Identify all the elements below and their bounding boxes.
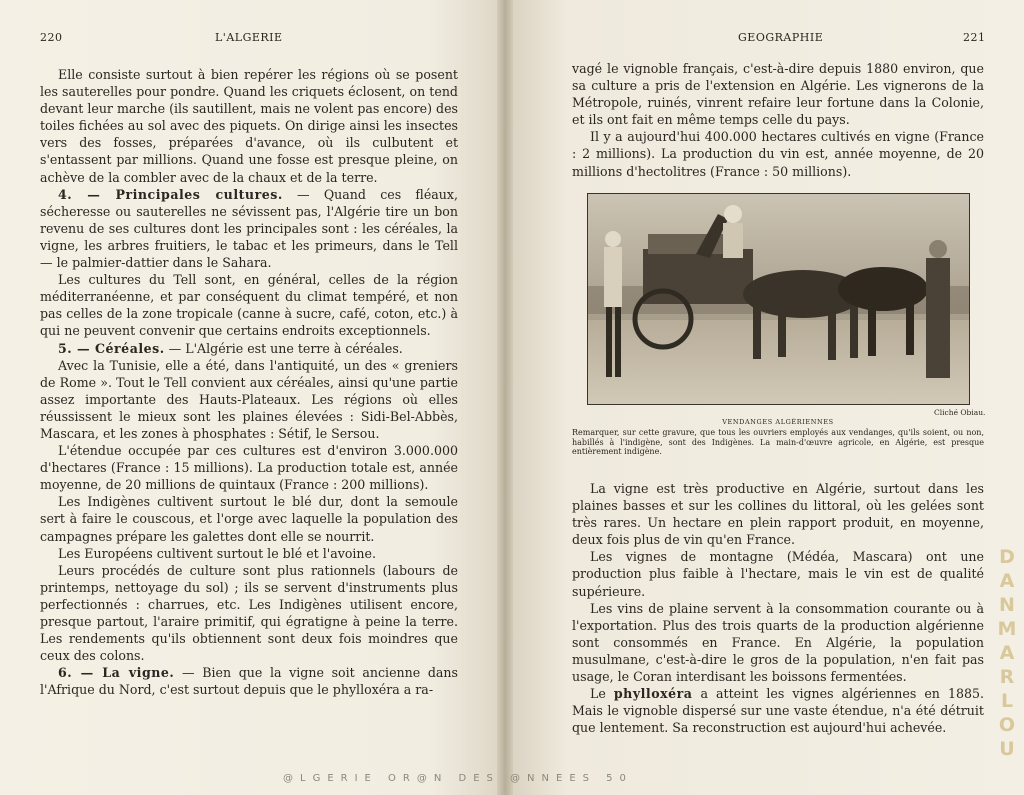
keyword-phylloxera: phylloxéra	[613, 686, 693, 702]
paragraph: Les vignes de montagne (Médéa, Mascara) ont une production plus faible à l'hectare, mais le vin est de qualité supérieure.	[572, 549, 984, 599]
left-page-number: 220	[40, 31, 63, 44]
book-gutter	[497, 0, 513, 795]
photo-credit: Cliché Obiau.	[934, 408, 986, 417]
paragraph: Les Indigènes cultivent surtout le blé dur, dont la semoule sert à faire le couscous, et l'orge avec laquelle la population des campagnes prépare les galettes dont elle se nourrit.	[40, 494, 458, 544]
paragraph-phylloxera	[572, 685, 984, 736]
watermark-letter: U	[999, 738, 1015, 760]
section-text: — Quand ces fléaux, sécheresse ou sauterelles ne sévissent pas, l'Algérie tire un bon revenu de ses cultures dont les principales sont : les céréales, la vigne, les arbres fruitiers, le tabac et les primeurs, dans le Tell — le palmier-dattier dans le Sahara.	[40, 186, 458, 271]
paragraph: Leurs procédés de culture sont plus rationnels (labours de printemps, nettoyage du sol) ; ils se servent d'instruments plus perfectionnés : charrues, etc. Les Indigènes utilisent encore, presque partout, l'araire primitif, qui égratigne à peine la terre. Les rendements qu'ils obtiennent sont deux fois moindres que ceux des colons.	[40, 562, 458, 664]
section-title: 4. — Principales cultures.	[58, 186, 283, 202]
grape-harvest-photo	[587, 193, 970, 405]
section-principales-cultures	[40, 186, 458, 271]
left-page	[0, 0, 505, 795]
paragraph: L'étendue occupée par ces cultures est d'environ 3.000.000 d'hectares (France : 15 millions). La production totale est, année moyenne, de 20 millions de quintaux (France : 200 millions).	[40, 443, 458, 493]
watermark-letter: M	[997, 618, 1017, 640]
bottom-watermark: @LGERIE OR@N DES @NNEES 50	[283, 773, 633, 784]
photo-figures-illustration	[588, 194, 969, 404]
right-text-column-bottom	[572, 480, 984, 736]
section-title: 5. — Céréales.	[58, 340, 165, 356]
watermark-letter: A	[999, 642, 1015, 664]
watermark-letter: L	[1000, 690, 1014, 712]
right-running-title: GEOGRAPHIE	[738, 31, 824, 44]
side-watermark	[995, 545, 1019, 761]
paragraph: Il y a aujourd'hui 400.000 hectares cultivés en vigne (France : 2 millions). La production du vin est, année moyenne, de 20 millions d'hectolitres (France : 50 millions).	[572, 129, 984, 179]
left-running-title: L'ALGERIE	[215, 31, 283, 44]
text-run: a atteint les vignes algériennes en 1885. Mais le vignoble dispersé sur une vaste étendue, n'a été détruit que lentement. Sa reconstruction est aujourd'hui achevée.	[572, 686, 984, 736]
section-la-vigne	[40, 664, 458, 698]
paragraph: Les cultures du Tell sont, en général, celles de la région méditerranéenne, et par conséquent du climat tempéré, et non pas celles de la zone tropicale (canne à sucre, café, coton, etc.) à qui ne peuvent convenir que certains endroits exceptionnels.	[40, 272, 458, 339]
watermark-letter: N	[999, 594, 1015, 616]
figure-caption-text: Remarquer, sur cette gravure, que tous les ouvriers employés aux vendanges, qu'ils soient, ou non, habillés à l'indigène, sont des Indigènes. La main-d'œuvre agricole, en Algérie, est presque entièrement indigène.	[572, 428, 984, 456]
section-cereales	[40, 340, 458, 357]
right-page-number: 221	[963, 31, 986, 44]
watermark-letter: R	[999, 666, 1015, 688]
paragraph: Avec la Tunisie, elle a été, dans l'antiquité, un des « greniers de Rome ». Tout le Tell convient aux céréales, ainsi qu'une partie assez importante des Hauts-Plateaux. Les régions où elles réussissent le mieux sont les plaines élevées : Sidi-Bel-Abbès, Mascara, et les zones à phosphates : Sétif, le Sersou.	[40, 357, 458, 441]
paragraph: vagé le vignoble français, c'est-à-dire depuis 1880 environ, que sa culture a pris de l'extension en Algérie. Les vignerons de la Métropole, ruinés, vinrent refaire leur fortune dans la Colonie, et ils ont fait en même temps celle du pays.	[572, 61, 984, 128]
paragraph: La vigne est très productive en Algérie, surtout dans les plaines basses et sur les collines du littoral, où les gelées sont très rares. Un hectare en plein rapport produit, en moyenne, deux fois plus de vin qu'en France.	[572, 481, 984, 548]
paragraph: Elle consiste surtout à bien repérer les régions où se posent les sauterelles pour pondre. Quand les criquets éclosent, on tend devant leur marche (ils sautillent, mais ne volent pas encore) des toiles fichées au sol avec des piquets. On dirige ainsi les insectes vers des fosses, préparées d'avance, où ils culbutent et s'entassent par millions. Quand une fosse est presque pleine, on achève de la combler avec de la chaux et de la terre.	[40, 67, 458, 185]
text-run: Le	[590, 686, 614, 702]
watermark-letter: D	[999, 546, 1015, 568]
watermark-letter: O	[998, 714, 1016, 736]
section-text: — Bien que la vigne soit ancienne dans l'Afrique du Nord, c'est surtout depuis que le phylloxéra a ra-	[40, 665, 458, 698]
right-text-column-top	[572, 60, 984, 180]
section-text: — L'Algérie est une terre à céréales.	[164, 340, 403, 356]
figure-caption-title: VENDANGES ALGÉRIENNES	[722, 418, 834, 426]
paragraph: Les Européens cultivent surtout le blé et l'avoine.	[58, 545, 377, 561]
section-title: 6. — La vigne.	[58, 665, 175, 681]
left-text-column	[40, 66, 458, 698]
watermark-letter: A	[999, 570, 1015, 592]
paragraph: Les vins de plaine servent à la consommation courante ou à l'exportation. Plus des trois quarts de la production algérienne sont consommés en France. En Algérie, la population musulmane, c'est-à-dire le gros de la population, n'en fait pas usage, le Coran interdisant les boissons fermentées.	[572, 600, 984, 685]
